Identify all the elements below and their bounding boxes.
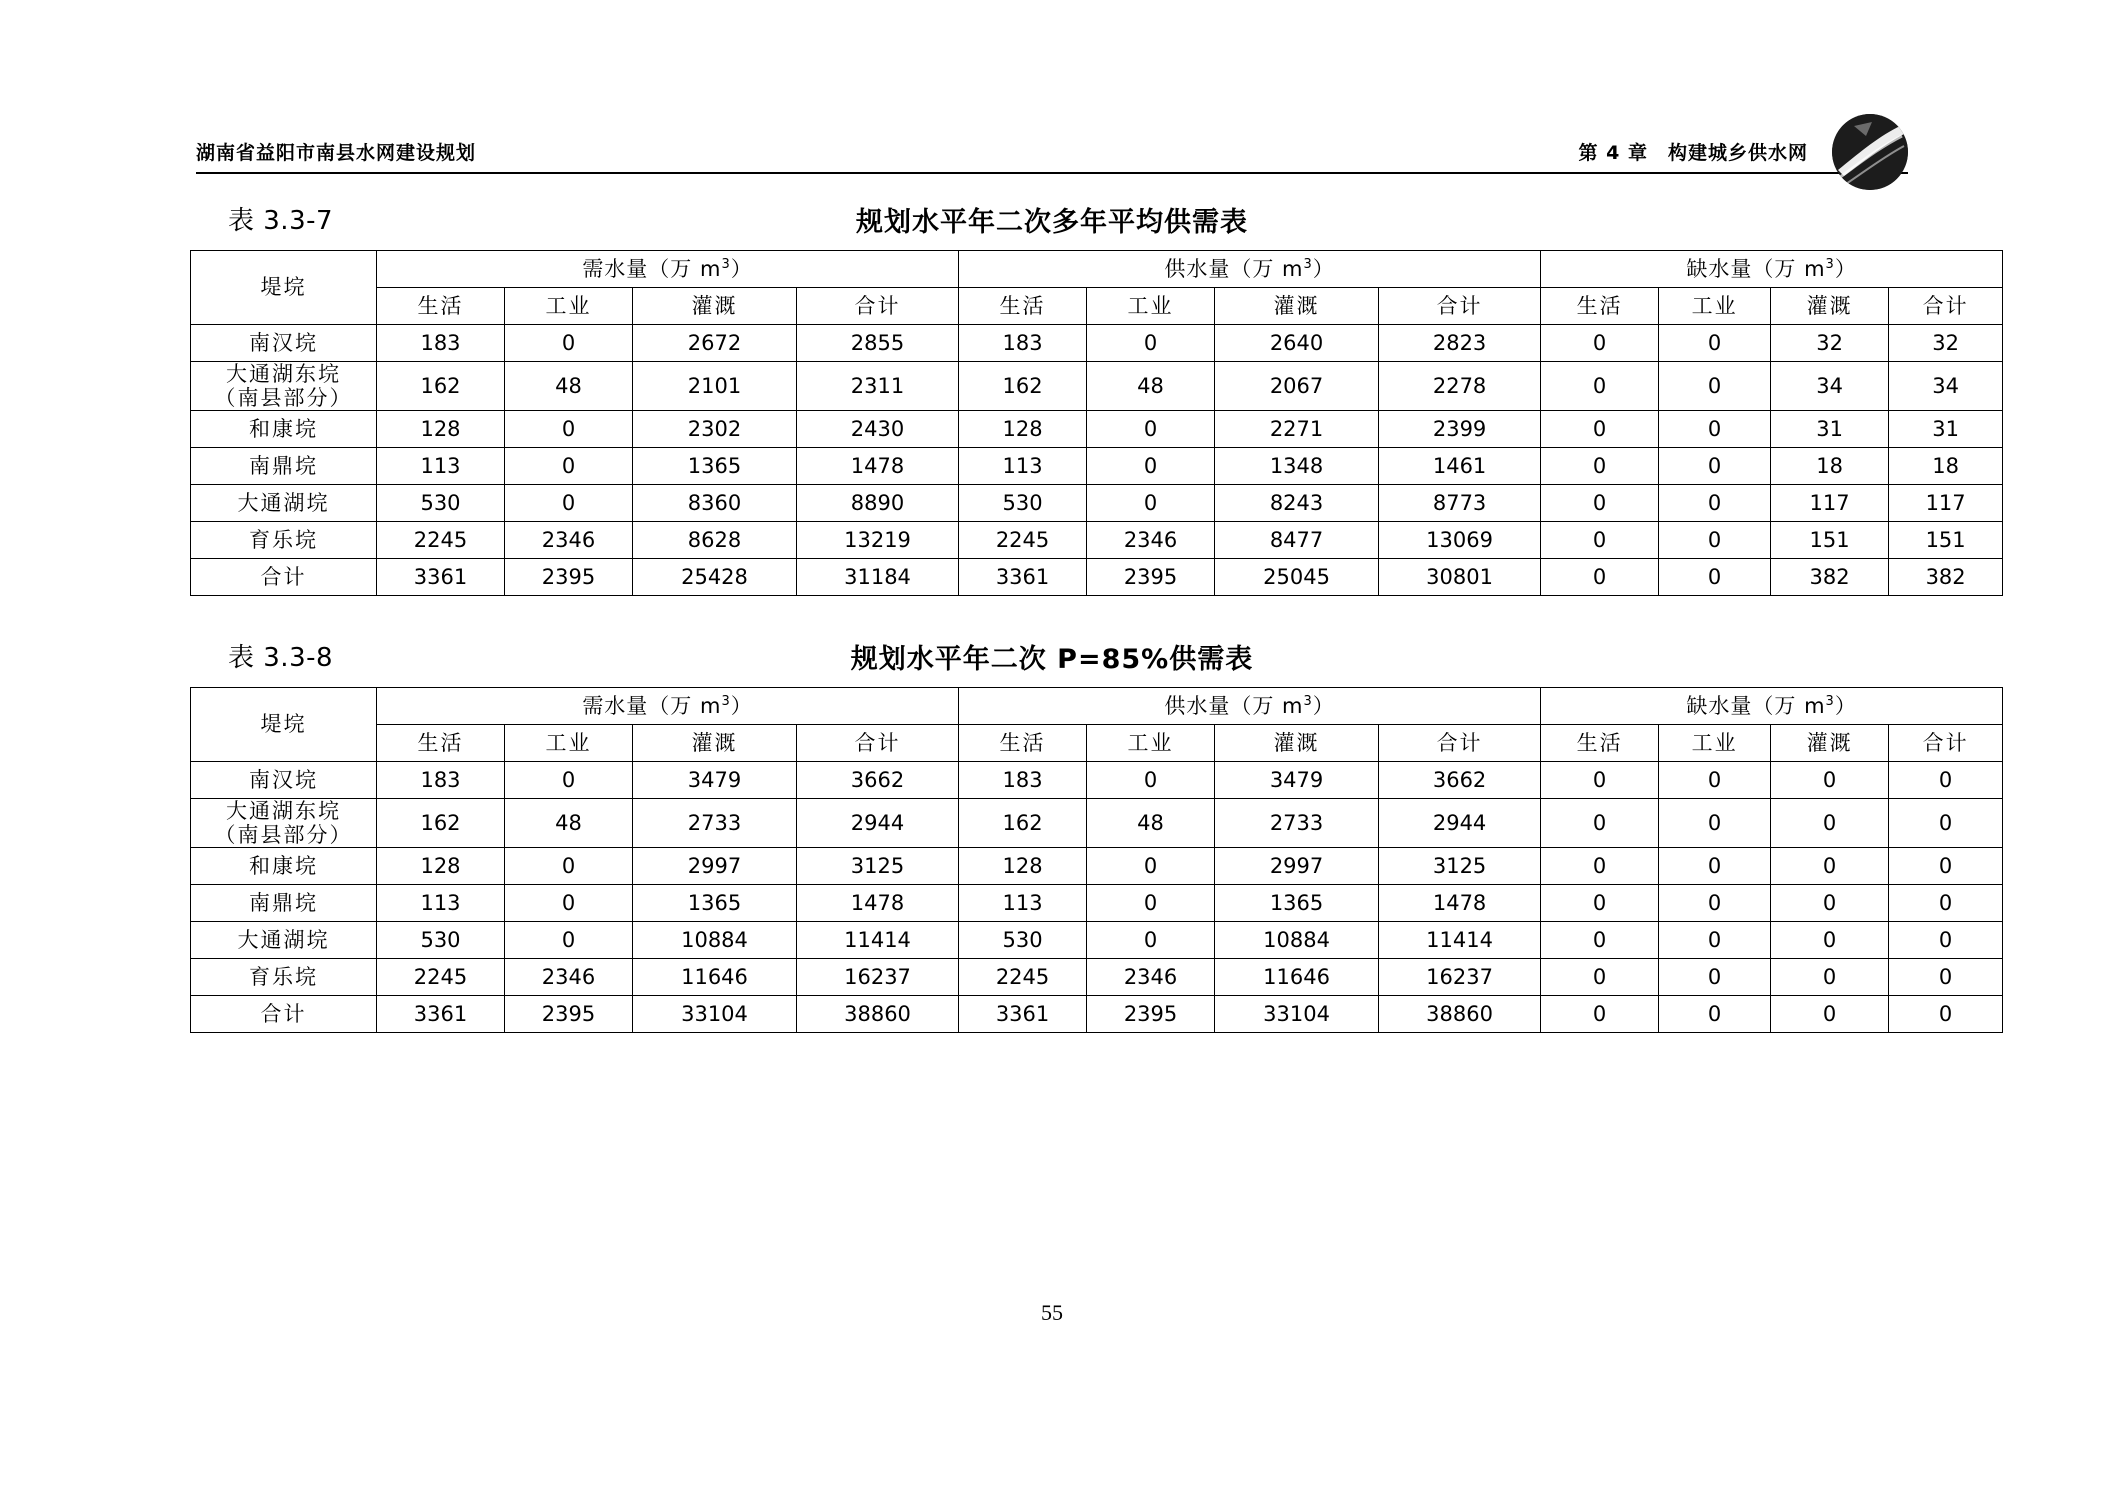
cell: 3361 (959, 559, 1087, 596)
supply-demand-table-p85 (190, 687, 2003, 1033)
cell: 0 (1087, 848, 1215, 885)
cell: 0 (1889, 762, 2003, 799)
cell: 8243 (1215, 485, 1379, 522)
cell: 31184 (797, 559, 959, 596)
cell: 0 (1659, 762, 1771, 799)
cell: 2733 (1215, 799, 1379, 848)
cell: 0 (1541, 799, 1659, 848)
cell: 0 (1541, 762, 1659, 799)
cell: 530 (959, 485, 1087, 522)
table-2-group-supply: 供水量（万 $m^3$） (959, 688, 1541, 725)
table-2-number: 表 3.3-8 (228, 643, 334, 673)
table-1-group-shortage: 缺水量（万 $m^3$） (1541, 251, 2003, 288)
cell: 48 (1087, 799, 1215, 848)
cell: 38860 (797, 996, 959, 1033)
table-total-row (191, 559, 2003, 596)
table-row (191, 362, 2003, 411)
cell: 0 (1541, 848, 1659, 885)
table-1-caption (196, 200, 1908, 238)
cell: 0 (1087, 411, 1215, 448)
cell: 3125 (797, 848, 959, 885)
table-2-group-shortage: 缺水量（万 $m^3$） (1541, 688, 2003, 725)
cell: 162 (377, 799, 505, 848)
row-label: 南汉垸 (191, 762, 377, 799)
cell: 31 (1889, 411, 2003, 448)
cell: 8477 (1215, 522, 1379, 559)
table-2-subheader: 合计 (1889, 725, 2003, 762)
cell: 128 (377, 411, 505, 448)
cell: 0 (1659, 885, 1771, 922)
row-label: 和康垸 (191, 411, 377, 448)
cell: 1365 (1215, 885, 1379, 922)
cell: 2278 (1379, 362, 1541, 411)
cell: 0 (1541, 448, 1659, 485)
cell: 0 (1771, 922, 1889, 959)
cell: 25428 (633, 559, 797, 596)
cell: 2733 (633, 799, 797, 848)
table-2-subheader: 生活 (377, 725, 505, 762)
cell: 2430 (797, 411, 959, 448)
cell: 113 (959, 448, 1087, 485)
table-row (191, 885, 2003, 922)
cell: 0 (1771, 799, 1889, 848)
cell: 13069 (1379, 522, 1541, 559)
cell: 0 (1541, 485, 1659, 522)
cell: 0 (1087, 922, 1215, 959)
table-1-corner-header: 堤垸 (191, 251, 377, 325)
road-emblem-logo (1832, 114, 1908, 190)
cell: 3662 (797, 762, 959, 799)
table-header-row-subs (191, 288, 2003, 325)
table-2-subheader: 生活 (1541, 725, 1659, 762)
table-1-subheader: 工业 (1087, 288, 1215, 325)
cell: 1478 (797, 885, 959, 922)
table-1-number: 表 3.3-7 (228, 206, 334, 236)
cell: 2395 (1087, 559, 1215, 596)
cell: 0 (1541, 325, 1659, 362)
table-1-title: 规划水平年二次多年平均供需表 (856, 207, 1248, 238)
table-1-subheader: 合计 (1889, 288, 2003, 325)
row-label: 育乐垸 (191, 522, 377, 559)
cell: 183 (377, 762, 505, 799)
cell: 2067 (1215, 362, 1379, 411)
table-1-subheader: 工业 (505, 288, 633, 325)
cell: 2395 (505, 996, 633, 1033)
cell: 34 (1771, 362, 1889, 411)
cell: 0 (505, 411, 633, 448)
cell: 48 (505, 362, 633, 411)
cell: 2346 (1087, 959, 1215, 996)
cell: 0 (1771, 996, 1889, 1033)
cell: 3662 (1379, 762, 1541, 799)
cell: 0 (1659, 922, 1771, 959)
table-row (191, 922, 2003, 959)
cell: 2997 (633, 848, 797, 885)
cell: 0 (1087, 885, 1215, 922)
cell: 33104 (1215, 996, 1379, 1033)
table-1-subheader: 灌溉 (633, 288, 797, 325)
cell: 2823 (1379, 325, 1541, 362)
cell: 183 (959, 762, 1087, 799)
cell: 183 (959, 325, 1087, 362)
cell: 10884 (633, 922, 797, 959)
table-2-subheader: 合计 (1379, 725, 1541, 762)
header-divider (196, 172, 1908, 174)
cell: 8360 (633, 485, 797, 522)
cell: 0 (1087, 762, 1215, 799)
cell: 0 (1771, 762, 1889, 799)
cell: 1365 (633, 448, 797, 485)
table-2-caption (196, 637, 1908, 675)
table-header-row-subs (191, 725, 2003, 762)
cell: 0 (505, 885, 633, 922)
cell: 3361 (377, 559, 505, 596)
cell: 0 (505, 922, 633, 959)
cell: 0 (1659, 325, 1771, 362)
cell: 2245 (959, 959, 1087, 996)
cell: 0 (1659, 411, 1771, 448)
row-label: 合计 (191, 996, 377, 1033)
table-2-subheader: 合计 (797, 725, 959, 762)
cell: 2944 (1379, 799, 1541, 848)
row-label: 和康垸 (191, 848, 377, 885)
cell: 0 (1771, 959, 1889, 996)
table-2-subheader: 工业 (1659, 725, 1771, 762)
cell: 1461 (1379, 448, 1541, 485)
cell: 0 (1889, 799, 2003, 848)
table-row (191, 411, 2003, 448)
cell: 0 (1659, 799, 1771, 848)
cell: 382 (1889, 559, 2003, 596)
cell: 0 (1659, 485, 1771, 522)
cell: 0 (1541, 522, 1659, 559)
cell: 183 (377, 325, 505, 362)
table-row (191, 762, 2003, 799)
cell: 113 (377, 448, 505, 485)
table-row (191, 485, 2003, 522)
cell: 18 (1771, 448, 1889, 485)
cell: 3479 (1215, 762, 1379, 799)
table-1-group-demand: 需水量（万 $m^3$） (377, 251, 959, 288)
header-document-title: 湖南省益阳市南县水网建设规划 (196, 142, 477, 164)
cell: 31 (1771, 411, 1889, 448)
cell: 0 (1659, 959, 1771, 996)
cell: 16237 (1379, 959, 1541, 996)
table-2-subheader: 灌溉 (1771, 725, 1889, 762)
cell: 2302 (633, 411, 797, 448)
cell: 48 (505, 799, 633, 848)
cell: 2395 (505, 559, 633, 596)
cell: 2271 (1215, 411, 1379, 448)
cell: 128 (377, 848, 505, 885)
cell: 1478 (797, 448, 959, 485)
cell: 8773 (1379, 485, 1541, 522)
cell: 38860 (1379, 996, 1541, 1033)
cell: 16237 (797, 959, 959, 996)
cell: 117 (1889, 485, 2003, 522)
table-1-subheader: 合计 (797, 288, 959, 325)
table-row (191, 448, 2003, 485)
cell: 117 (1771, 485, 1889, 522)
cell: 0 (1541, 959, 1659, 996)
cell: 151 (1771, 522, 1889, 559)
cell: 0 (1771, 848, 1889, 885)
row-label: 大通湖垸 (191, 485, 377, 522)
cell: 0 (505, 448, 633, 485)
table-1-subheader: 灌溉 (1215, 288, 1379, 325)
cell: 128 (959, 848, 1087, 885)
row-label: 南鼎垸 (191, 448, 377, 485)
cell: 2944 (797, 799, 959, 848)
cell: 3361 (377, 996, 505, 1033)
row-label: 大通湖东垸 （南县部分） (191, 799, 377, 848)
cell: 2855 (797, 325, 959, 362)
cell: 113 (377, 885, 505, 922)
cell: 151 (1889, 522, 2003, 559)
cell: 11414 (1379, 922, 1541, 959)
cell: 2672 (633, 325, 797, 362)
table-2-corner-header: 堤垸 (191, 688, 377, 762)
page-number: 55 (1041, 1300, 1063, 1325)
cell: 2399 (1379, 411, 1541, 448)
table-1-subheader: 工业 (1659, 288, 1771, 325)
cell: 25045 (1215, 559, 1379, 596)
cell: 3479 (633, 762, 797, 799)
table-2-subheader: 工业 (1087, 725, 1215, 762)
table-1-subheader: 生活 (377, 288, 505, 325)
cell: 2346 (1087, 522, 1215, 559)
cell: 2245 (377, 959, 505, 996)
row-label: 合计 (191, 559, 377, 596)
page-header (196, 138, 1908, 178)
cell: 0 (1087, 485, 1215, 522)
row-label: 大通湖东垸 （南县部分） (191, 362, 377, 411)
cell: 0 (1541, 411, 1659, 448)
cell: 162 (959, 799, 1087, 848)
cell: 0 (1541, 559, 1659, 596)
cell: 10884 (1215, 922, 1379, 959)
cell: 530 (377, 485, 505, 522)
cell: 0 (1541, 922, 1659, 959)
table-total-row (191, 996, 2003, 1033)
cell: 0 (505, 325, 633, 362)
cell: 0 (1087, 325, 1215, 362)
cell: 1348 (1215, 448, 1379, 485)
cell: 0 (1541, 362, 1659, 411)
header-chapter-title: 第 4 章 构建城乡供水网 (1578, 142, 1808, 164)
cell: 0 (1889, 959, 2003, 996)
cell: 0 (505, 762, 633, 799)
table-header-row-groups (191, 251, 2003, 288)
cell: 0 (1659, 559, 1771, 596)
cell: 3125 (1379, 848, 1541, 885)
cell: 0 (1659, 996, 1771, 1033)
cell: 2395 (1087, 996, 1215, 1033)
table-row (191, 325, 2003, 362)
row-label: 南鼎垸 (191, 885, 377, 922)
cell: 2245 (959, 522, 1087, 559)
cell: 34 (1889, 362, 2003, 411)
table-1-subheader: 灌溉 (1771, 288, 1889, 325)
cell: 0 (1889, 922, 2003, 959)
row-label: 大通湖垸 (191, 922, 377, 959)
cell: 11646 (633, 959, 797, 996)
table-row (191, 959, 2003, 996)
cell: 8890 (797, 485, 959, 522)
cell: 3361 (959, 996, 1087, 1033)
cell: 1478 (1379, 885, 1541, 922)
table-2-subheader: 工业 (505, 725, 633, 762)
cell: 2640 (1215, 325, 1379, 362)
row-label: 南汉垸 (191, 325, 377, 362)
cell: 128 (959, 411, 1087, 448)
cell: 2997 (1215, 848, 1379, 885)
cell: 113 (959, 885, 1087, 922)
table-1-group-supply: 供水量（万 $m^3$） (959, 251, 1541, 288)
table-1-subheader: 生活 (959, 288, 1087, 325)
cell: 162 (377, 362, 505, 411)
cell: 0 (1889, 885, 2003, 922)
cell: 0 (1659, 522, 1771, 559)
cell: 0 (1659, 848, 1771, 885)
table-row (191, 799, 2003, 848)
cell: 382 (1771, 559, 1889, 596)
table-1-subheader: 合计 (1379, 288, 1541, 325)
table-1-subheader: 生活 (1541, 288, 1659, 325)
cell: 8628 (633, 522, 797, 559)
cell: 0 (1541, 885, 1659, 922)
cell: 2245 (377, 522, 505, 559)
cell: 0 (1771, 885, 1889, 922)
row-label: 育乐垸 (191, 959, 377, 996)
cell: 0 (505, 848, 633, 885)
cell: 33104 (633, 996, 797, 1033)
cell: 13219 (797, 522, 959, 559)
cell: 530 (377, 922, 505, 959)
cell: 30801 (1379, 559, 1541, 596)
table-2-group-demand: 需水量（万 $m^3$） (377, 688, 959, 725)
cell: 0 (1541, 996, 1659, 1033)
cell: 1365 (633, 885, 797, 922)
cell: 48 (1087, 362, 1215, 411)
cell: 11414 (797, 922, 959, 959)
cell: 32 (1771, 325, 1889, 362)
cell: 2311 (797, 362, 959, 411)
table-2-title: 规划水平年二次 P=85%供需表 (850, 644, 1254, 675)
cell: 0 (1087, 448, 1215, 485)
cell: 0 (505, 485, 633, 522)
table-row (191, 848, 2003, 885)
table-2-subheader: 灌溉 (633, 725, 797, 762)
table-header-row-groups (191, 688, 2003, 725)
cell: 2101 (633, 362, 797, 411)
cell: 32 (1889, 325, 2003, 362)
table-2-subheader: 生活 (959, 725, 1087, 762)
cell: 530 (959, 922, 1087, 959)
cell: 0 (1889, 996, 2003, 1033)
cell: 162 (959, 362, 1087, 411)
cell: 18 (1889, 448, 2003, 485)
table-row (191, 522, 2003, 559)
supply-demand-table-average (190, 250, 2003, 596)
cell: 2346 (505, 522, 633, 559)
cell: 2346 (505, 959, 633, 996)
table-2-subheader: 灌溉 (1215, 725, 1379, 762)
cell: 0 (1659, 362, 1771, 411)
cell: 0 (1659, 448, 1771, 485)
cell: 0 (1889, 848, 2003, 885)
cell: 11646 (1215, 959, 1379, 996)
